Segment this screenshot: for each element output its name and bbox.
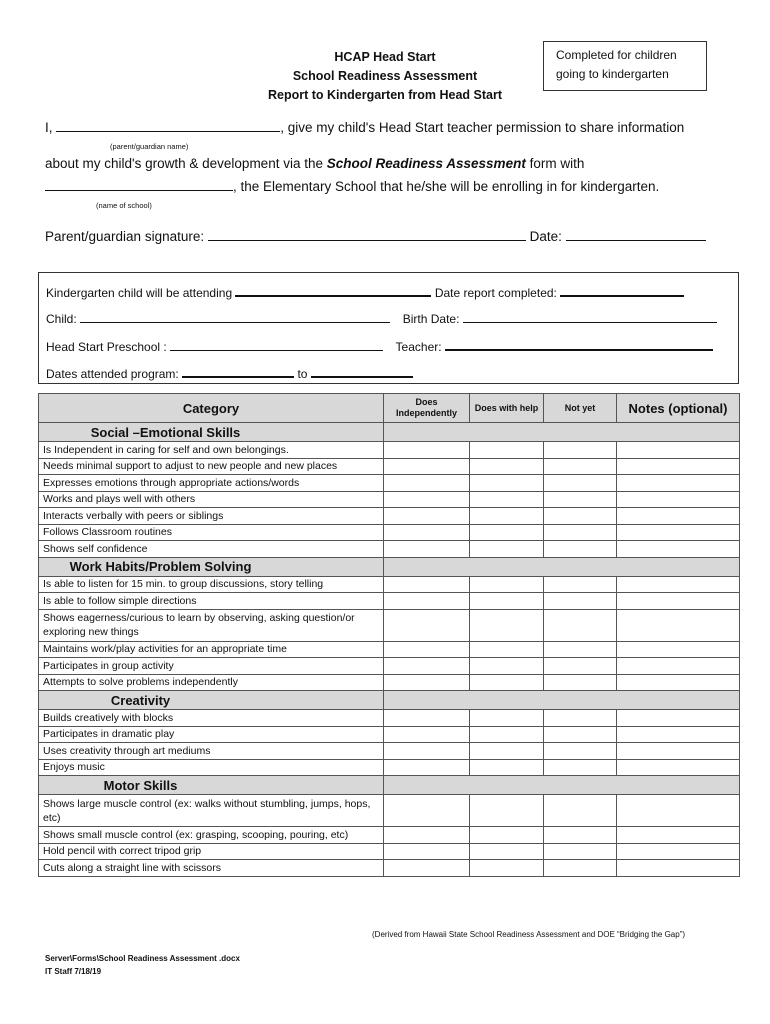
not-yet-cell[interactable]	[544, 759, 617, 776]
permission-prefix: I,	[45, 120, 53, 135]
not-yet-cell[interactable]	[544, 658, 617, 675]
independent-cell[interactable]	[384, 795, 470, 827]
school-name-hint: (name of school)	[96, 201, 152, 210]
independent-cell[interactable]	[384, 576, 470, 593]
skill-label: Attempts to solve problems independently	[39, 674, 384, 691]
header-line-1: HCAP Head Start	[334, 50, 436, 64]
with-help-cell[interactable]	[470, 827, 544, 844]
child-label: Child:	[46, 312, 77, 326]
with-help-cell[interactable]	[470, 576, 544, 593]
not-yet-cell[interactable]	[544, 843, 617, 860]
table-row	[39, 726, 740, 743]
dates-label: Dates attended program:	[46, 367, 179, 381]
kinder-row	[46, 284, 684, 300]
notes-cell[interactable]	[617, 491, 740, 508]
header-not-yet: Not yet	[544, 394, 617, 423]
header-category: Category	[39, 394, 384, 423]
skill-label: Needs minimal support to adjust to new people and new places	[39, 458, 384, 475]
table-row	[39, 576, 740, 593]
skill-label: Shows small muscle control (ex: grasping, scooping, pouring, etc)	[39, 827, 384, 844]
permission-text-2-start: about my child's growth & development via the	[45, 156, 327, 171]
section-title: Motor Skills	[39, 776, 384, 795]
table-row	[39, 442, 740, 459]
notes-cell[interactable]	[617, 458, 740, 475]
birth-label: Birth Date:	[402, 312, 460, 326]
with-help-cell[interactable]	[470, 658, 544, 675]
header-independent: Does Independently	[384, 394, 470, 423]
section-blank	[384, 691, 740, 710]
file-path: Server\Forms\School Readiness Assessment .docx	[45, 954, 240, 963]
with-help-cell[interactable]	[470, 593, 544, 610]
completion-note-box	[543, 41, 707, 91]
teacher-label: Teacher:	[395, 340, 442, 354]
notes-cell[interactable]	[617, 442, 740, 459]
with-help-cell[interactable]	[470, 508, 544, 525]
staff-date: IT Staff 7/18/19	[45, 967, 102, 976]
notes-cell[interactable]	[617, 524, 740, 541]
notes-cell[interactable]	[617, 508, 740, 525]
skill-label: Participates in group activity	[39, 658, 384, 675]
table-row	[39, 860, 740, 877]
note-line-2: going to kindergarten	[556, 67, 669, 81]
not-yet-cell[interactable]	[544, 710, 617, 727]
with-help-cell[interactable]	[470, 442, 544, 459]
not-yet-cell[interactable]	[544, 609, 617, 641]
notes-cell[interactable]	[617, 475, 740, 492]
table-row	[39, 843, 740, 860]
independent-cell[interactable]	[384, 860, 470, 877]
derived-note: (Derived from Hawaii State School Readiness Assessment and DOE “Bridging the Gap”)	[372, 930, 686, 939]
table-row	[39, 795, 740, 827]
header-line-2: School Readiness Assessment	[292, 69, 478, 83]
skill-label: Follows Classroom routines	[39, 524, 384, 541]
notes-cell[interactable]	[617, 743, 740, 760]
dates-row	[46, 365, 413, 381]
table-row	[39, 593, 740, 610]
kinder-school-field[interactable]	[235, 284, 431, 297]
notes-cell[interactable]	[617, 576, 740, 593]
not-yet-cell[interactable]	[544, 458, 617, 475]
not-yet-cell[interactable]	[544, 442, 617, 459]
with-help-cell[interactable]	[470, 674, 544, 691]
header-with-help: Does with help	[470, 394, 544, 423]
table-row	[39, 524, 740, 541]
independent-cell[interactable]	[384, 759, 470, 776]
with-help-cell[interactable]	[470, 541, 544, 558]
note-line-1: Completed for children	[556, 48, 677, 62]
independent-cell[interactable]	[384, 843, 470, 860]
kinder-label: Kindergarten child will be attending	[46, 286, 233, 300]
with-help-cell[interactable]	[470, 609, 544, 641]
independent-cell[interactable]	[384, 524, 470, 541]
table-row	[39, 658, 740, 675]
date-label: Date:	[529, 229, 562, 244]
table-row	[39, 674, 740, 691]
notes-cell[interactable]	[617, 759, 740, 776]
not-yet-cell[interactable]	[544, 726, 617, 743]
date-report-label: Date report completed:	[434, 286, 557, 300]
skill-label: Maintains work/play activities for an appropriate time	[39, 641, 384, 658]
notes-cell[interactable]	[617, 609, 740, 641]
notes-cell[interactable]	[617, 843, 740, 860]
skill-label: Is able to listen for 15 min. to group discussions, story telling	[39, 576, 384, 593]
skill-label: Is Independent in caring for self and own belongings.	[39, 442, 384, 459]
notes-cell[interactable]	[617, 726, 740, 743]
to-label: to	[297, 367, 308, 381]
teacher-field[interactable]	[445, 338, 713, 351]
dates-end-field[interactable]	[311, 365, 413, 378]
notes-cell[interactable]	[617, 593, 740, 610]
with-help-cell[interactable]	[470, 726, 544, 743]
with-help-cell[interactable]	[470, 759, 544, 776]
independent-cell[interactable]	[384, 827, 470, 844]
section-title: Creativity	[39, 691, 384, 710]
with-help-cell[interactable]	[470, 641, 544, 658]
table-row	[39, 759, 740, 776]
permission-line-2	[45, 156, 584, 171]
not-yet-cell[interactable]	[544, 674, 617, 691]
table-row	[39, 710, 740, 727]
independent-cell[interactable]	[384, 641, 470, 658]
section-title: Social –Emotional Skills	[39, 423, 384, 442]
independent-cell[interactable]	[384, 726, 470, 743]
school-name-field[interactable]	[45, 179, 233, 191]
independent-cell[interactable]	[384, 491, 470, 508]
notes-cell[interactable]	[617, 641, 740, 658]
not-yet-cell[interactable]	[544, 593, 617, 610]
independent-cell[interactable]	[384, 710, 470, 727]
table-row	[39, 827, 740, 844]
independent-cell[interactable]	[384, 658, 470, 675]
notes-cell[interactable]	[617, 658, 740, 675]
not-yet-cell[interactable]	[544, 576, 617, 593]
section-blank	[384, 423, 740, 442]
permission-text-1: , give my child's Head Start teacher permission to share information	[280, 120, 685, 135]
independent-cell[interactable]	[384, 609, 470, 641]
child-row	[46, 311, 717, 326]
preschool-field[interactable]	[170, 339, 383, 351]
section-row	[39, 423, 740, 442]
notes-cell[interactable]	[617, 827, 740, 844]
with-help-cell[interactable]	[470, 710, 544, 727]
document-header	[200, 48, 570, 105]
skill-label: Hold pencil with correct tripod grip	[39, 843, 384, 860]
signature-field[interactable]	[208, 229, 526, 241]
not-yet-cell[interactable]	[544, 860, 617, 877]
independent-cell[interactable]	[384, 475, 470, 492]
skill-label: Participates in dramatic play	[39, 726, 384, 743]
birth-date-field[interactable]	[463, 311, 717, 323]
table-body	[39, 423, 740, 877]
child-name-field[interactable]	[80, 311, 390, 323]
not-yet-cell[interactable]	[544, 743, 617, 760]
signature-line	[45, 229, 706, 244]
skill-label: Shows self confidence	[39, 541, 384, 558]
independent-cell[interactable]	[384, 508, 470, 525]
not-yet-cell[interactable]	[544, 475, 617, 492]
section-row	[39, 557, 740, 576]
with-help-cell[interactable]	[470, 491, 544, 508]
notes-cell[interactable]	[617, 795, 740, 827]
with-help-cell[interactable]	[470, 475, 544, 492]
section-row	[39, 691, 740, 710]
parent-name-hint: (parent/guardian name)	[110, 142, 189, 151]
skill-label: Builds creatively with blocks	[39, 710, 384, 727]
independent-cell[interactable]	[384, 541, 470, 558]
parent-name-field[interactable]	[56, 120, 280, 132]
skill-label: Shows large muscle control (ex: walks without stumbling, jumps, hops, etc)	[39, 795, 384, 827]
not-yet-cell[interactable]	[544, 641, 617, 658]
signature-label: Parent/guardian signature:	[45, 229, 205, 244]
skill-label: Cuts along a straight line with scissors	[39, 860, 384, 877]
skill-label: Shows eagerness/curious to learn by observing, asking question/or exploring new things	[39, 609, 384, 641]
permission-text-3: , the Elementary School that he/she will be enrolling in for kindergarten.	[233, 179, 660, 194]
not-yet-cell[interactable]	[544, 795, 617, 827]
table-row	[39, 541, 740, 558]
independent-cell[interactable]	[384, 743, 470, 760]
with-help-cell[interactable]	[470, 843, 544, 860]
signature-date-field[interactable]	[566, 229, 706, 241]
header-line-3: Report to Kindergarten from Head Start	[267, 88, 503, 102]
with-help-cell[interactable]	[470, 524, 544, 541]
notes-cell[interactable]	[617, 710, 740, 727]
notes-cell[interactable]	[617, 860, 740, 877]
table-header-row	[39, 394, 740, 423]
section-blank	[384, 557, 740, 576]
date-report-field[interactable]	[560, 284, 684, 297]
not-yet-cell[interactable]	[544, 541, 617, 558]
form-name: School Readiness Assessment	[326, 156, 526, 171]
independent-cell[interactable]	[384, 442, 470, 459]
not-yet-cell[interactable]	[544, 491, 617, 508]
preschool-label: Head Start Preschool :	[46, 340, 167, 354]
dates-start-field[interactable]	[182, 365, 294, 378]
table-row	[39, 743, 740, 760]
table-row	[39, 641, 740, 658]
not-yet-cell[interactable]	[544, 827, 617, 844]
section-title: Work Habits/Problem Solving	[39, 557, 384, 576]
header-notes: Notes (optional)	[617, 394, 740, 423]
skill-label: Uses creativity through art mediums	[39, 743, 384, 760]
skill-label: Enjoys music	[39, 759, 384, 776]
with-help-cell[interactable]	[470, 860, 544, 877]
with-help-cell[interactable]	[470, 743, 544, 760]
with-help-cell[interactable]	[470, 795, 544, 827]
table-row	[39, 609, 740, 641]
permission-text-2-end: form with	[525, 156, 585, 171]
skill-label: Expresses emotions through appropriate actions/words	[39, 475, 384, 492]
notes-cell[interactable]	[617, 541, 740, 558]
skill-label: Works and plays well with others	[39, 491, 384, 508]
table-row	[39, 491, 740, 508]
table-row	[39, 458, 740, 475]
preschool-row	[46, 338, 713, 354]
section-blank	[384, 776, 740, 795]
skill-label: Is able to follow simple directions	[39, 593, 384, 610]
section-row	[39, 776, 740, 795]
independent-cell[interactable]	[384, 674, 470, 691]
independent-cell[interactable]	[384, 593, 470, 610]
with-help-cell[interactable]	[470, 458, 544, 475]
skill-label: Interacts verbally with peers or siblings	[39, 508, 384, 525]
table-row	[39, 508, 740, 525]
table-row	[39, 475, 740, 492]
not-yet-cell[interactable]	[544, 524, 617, 541]
permission-line-3	[45, 179, 659, 194]
independent-cell[interactable]	[384, 458, 470, 475]
child-info-box	[38, 272, 739, 384]
notes-cell[interactable]	[617, 674, 740, 691]
not-yet-cell[interactable]	[544, 508, 617, 525]
permission-line-1	[45, 120, 684, 135]
assessment-table	[38, 393, 740, 877]
